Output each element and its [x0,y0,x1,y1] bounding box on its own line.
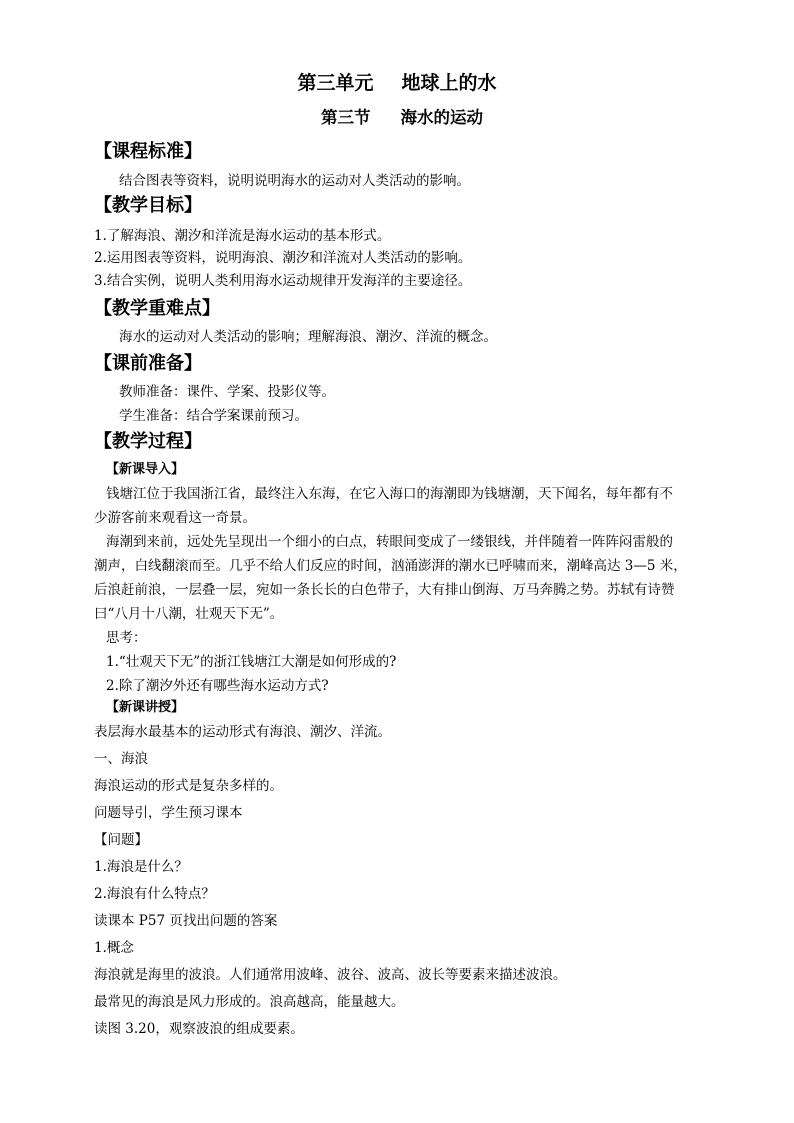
think-label: 思考： [106,630,147,646]
preparation-heading: 【课前准备】 [94,353,202,374]
lecture-heading: 【新课讲授】 [106,700,185,715]
key-points-heading: 【教学重难点】 [94,298,220,319]
lecture-line: 2.海浪有什么特点？ [94,886,215,902]
objective-item: 3.结合实例，说明人类利用海水运动规律开发海洋的主要途径。 [94,273,472,289]
unit-title [0,73,794,93]
intro-paragraph-line: 钱塘江位于我国浙江省，最终注入东海，在它入海口的海潮即为钱塘潮，天下闻名，每年都有不 [106,486,673,502]
think-item: 1.“壮观天下无”的浙江钱塘江大潮是如何形成的? [106,654,397,670]
objective-item: 1.了解海浪、潮汐和洋流是海水运动的基本形式。 [94,228,391,244]
lecture-line: 一、海浪 [94,751,148,767]
lecture-line: 读图 3.20，观察波浪的组成要素。 [94,1021,304,1037]
intro-paragraph-line: 少游客前来观看这一奇景。 [94,510,256,526]
objectives-heading: 【教学目标】 [94,195,202,216]
lecture-line: 问题导引，学生预习课本 [94,805,243,821]
section-title [0,108,794,128]
student-preparation: 学生准备：结合学案课前预习。 [119,408,308,424]
unit-name: 地球上的水 [401,72,497,94]
objective-item: 2.运用图表等资料，说明海浪、潮汐和洋流对人类活动的影响。 [94,250,472,266]
intro-paragraph-line: 潮声，白线翻滚而至。几乎不给人们反应的时间，汹涌澎湃的潮水已呼啸而来，潮峰高达 3—5 米， [94,558,687,574]
course-standard-heading: 【课程标准】 [94,141,202,162]
intro-paragraph-line: 曰“八月十八潮，壮观天下无”。 [94,606,284,622]
intro-paragraph-line: 后浪赶前浪，一层叠一层，宛如一条长长的白色带子，大有排山倒海、万马奔腾之势。苏轼有诗赞 [94,582,675,598]
lecture-line: 【问题】 [94,832,148,848]
lecture-line: 1.概念 [94,940,134,956]
section-number: 第三节 [321,108,371,127]
lecture-line: 读课本 P57 页找出问题的答案 [94,913,278,929]
lecture-line: 海浪运动的形式是复杂多样的。 [94,778,283,794]
lecture-line: 海浪就是海里的波浪。人们通常用波峰、波谷、波高、波长等要素来描述波浪。 [94,967,567,983]
lecture-line: 最常见的海浪是风力形成的。浪高越高，能量越大。 [94,994,405,1010]
key-points-text: 海水的运动对人类活动的影响；理解海浪、潮汐、洋流的概念。 [119,329,497,345]
process-heading: 【教学过程】 [94,431,202,452]
intro-heading: 【新课导入】 [106,462,185,477]
intro-paragraph-line: 海潮到来前，远处先呈现出一个细小的白点，转眼间变成了一缕银线，并伴随着一阵阵闷雷般的 [106,534,673,550]
think-item: 2.除了潮汐外还有哪些海水运动方式? [106,678,329,694]
section-name: 海水的运动 [400,108,483,127]
teacher-preparation: 教师准备：课件、学案、投影仪等。 [119,384,335,400]
unit-number: 第三单元 [297,72,374,94]
lecture-line: 1.海浪是什么？ [94,859,188,875]
lecture-line: 表层海水最基本的运动形式有海浪、潮汐、洋流。 [94,724,391,740]
course-standard-text: 结合图表等资料，说明说明海水的运动对人类活动的影响。 [119,173,470,189]
